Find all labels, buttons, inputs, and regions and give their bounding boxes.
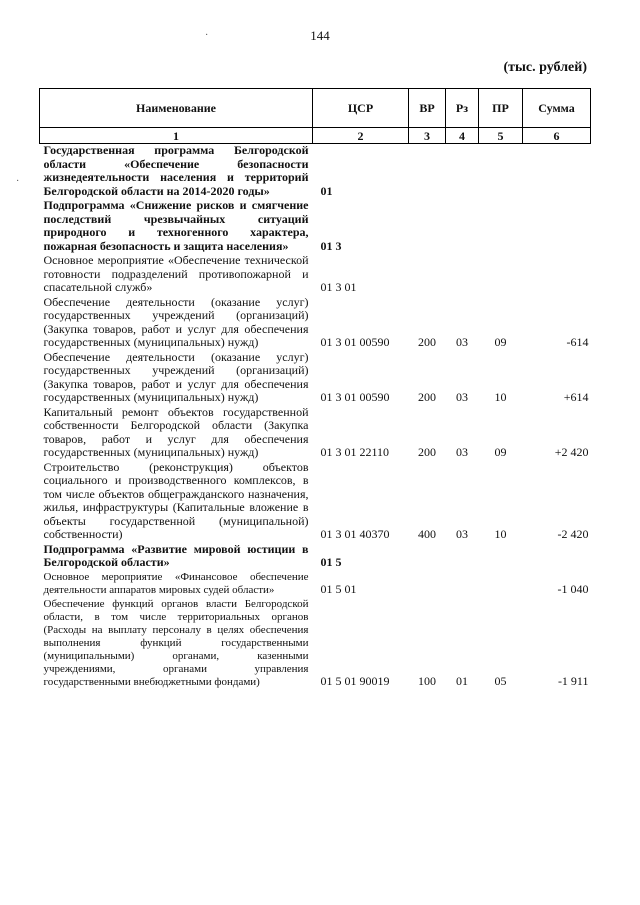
row-vr bbox=[409, 144, 446, 200]
row-sum: -614 bbox=[566, 335, 589, 349]
row-csr: 01 5 01 bbox=[320, 582, 357, 596]
row-sum: -2 420 bbox=[557, 527, 589, 541]
row-sum: -1 040 bbox=[557, 582, 589, 596]
row-name: Основное мероприятие «Обеспечение технической готовности подразделений противопожарной и спасательной служб» bbox=[43, 253, 309, 294]
row-csr: 01 3 01 00590 bbox=[320, 390, 390, 404]
header-row bbox=[40, 89, 591, 128]
row-pr bbox=[479, 543, 523, 571]
table-row bbox=[40, 254, 591, 296]
row-vr bbox=[409, 543, 446, 571]
row-csr: 01 3 bbox=[320, 238, 342, 253]
row-rz bbox=[446, 199, 479, 254]
row-sum bbox=[523, 144, 591, 200]
row-vr: 200 bbox=[418, 445, 436, 459]
row-sum bbox=[523, 254, 591, 296]
scan-speck: · bbox=[205, 30, 209, 41]
row-name: Капитальный ремонт объектов государственной собственности Белгородской области (Закупка товаров, работ и услуг для обеспечения государственных (муниципальных) нужд) bbox=[43, 404, 309, 459]
row-rz bbox=[446, 144, 479, 200]
column-number: 5 bbox=[479, 128, 523, 144]
table-row bbox=[40, 461, 591, 543]
row-rz: 01 bbox=[456, 674, 468, 688]
column-number-row bbox=[40, 128, 591, 144]
budget-table bbox=[39, 88, 591, 690]
header-vr: ВР bbox=[409, 89, 446, 128]
row-pr: 05 bbox=[494, 674, 507, 688]
row-name: Обеспечение функций органов власти Белгородской области, в том числе территориальных органов (Расходы на выплату персоналу в целях обеспечения выполнения функций государственными (муниципальными) органами, казенными учреждениями, органами управления государственными внебюджетными фондами) bbox=[43, 597, 309, 688]
page-number: 144 bbox=[310, 28, 330, 43]
row-rz: 03 bbox=[456, 390, 468, 404]
units-label: (тыс. рублей) bbox=[503, 60, 587, 75]
row-sum: -1 911 bbox=[557, 674, 589, 688]
row-name: Государственная программа Белгородской области «Обеспечение безопасности жизнедеятельности населения и территорий Белгородской области на 2014-2020 годы» bbox=[43, 143, 309, 198]
row-rz: 03 bbox=[456, 527, 468, 541]
row-name: Обеспечение деятельности (оказание услуг) государственных учреждений (организаций) (Закупка товаров, работ и услуг для обеспечения государственных (муниципальных) нужд) bbox=[43, 349, 309, 404]
row-pr bbox=[479, 199, 523, 254]
row-sum bbox=[523, 199, 591, 254]
row-sum bbox=[523, 543, 591, 571]
column-number: 3 bbox=[409, 128, 446, 144]
table-row bbox=[40, 144, 591, 200]
row-sum: +614 bbox=[563, 390, 589, 404]
row-name: Основное мероприятие «Финансовое обеспечение деятельности аппаратов мировых судей области» bbox=[43, 570, 309, 596]
row-vr bbox=[409, 254, 446, 296]
row-rz bbox=[446, 543, 479, 571]
row-csr: 01 3 01 bbox=[320, 280, 357, 294]
row-name: Подпрограмма «Развитие мировой юстиции в Белгородской области» bbox=[43, 541, 309, 569]
row-vr bbox=[409, 199, 446, 254]
row-rz bbox=[446, 254, 479, 296]
row-name: Строительство (реконструкция) объектов социального и производственного комплексов, в том числе объектов общегражданского назначения, жилья, инфраструктуры (Капитальные вложение в объекты государственной (муниципальной) собственности) bbox=[43, 459, 309, 541]
header-name: Наименование bbox=[40, 89, 313, 128]
table-row bbox=[40, 351, 591, 406]
row-rz: 03 bbox=[456, 335, 468, 349]
row-vr: 200 bbox=[418, 390, 436, 404]
column-number: 4 bbox=[446, 128, 479, 144]
table-row bbox=[40, 296, 591, 351]
row-csr: 01 bbox=[320, 183, 333, 198]
table-body bbox=[40, 144, 591, 690]
table-row bbox=[40, 543, 591, 571]
row-csr: 01 3 01 00590 bbox=[320, 335, 390, 349]
column-number: 6 bbox=[523, 128, 591, 144]
header-csr: ЦСР bbox=[313, 89, 409, 128]
row-pr bbox=[479, 144, 523, 200]
row-vr: 400 bbox=[418, 527, 436, 541]
row-pr: 09 bbox=[494, 335, 507, 349]
row-csr: 01 3 01 22110 bbox=[320, 445, 390, 459]
row-vr: 200 bbox=[418, 335, 436, 349]
row-rz bbox=[446, 571, 479, 598]
header-rz: Рз bbox=[446, 89, 479, 128]
table-row bbox=[40, 199, 591, 254]
table-row bbox=[40, 571, 591, 598]
table-row bbox=[40, 406, 591, 461]
row-name: Обеспечение деятельности (оказание услуг) государственных учреждений (организаций) (Закупка товаров, работ и услуг для обеспечения государственных (муниципальных) нужд) bbox=[43, 294, 309, 349]
row-pr: 10 bbox=[494, 390, 507, 404]
row-vr: 100 bbox=[418, 674, 436, 688]
row-pr: 10 bbox=[494, 527, 507, 541]
row-vr bbox=[409, 571, 446, 598]
column-number: 1 bbox=[40, 128, 313, 144]
row-sum: +2 420 bbox=[554, 445, 589, 459]
header-sum: Сумма bbox=[523, 89, 591, 128]
table-row bbox=[40, 598, 591, 690]
row-rz: 03 bbox=[456, 445, 468, 459]
header-pr: ПР bbox=[479, 89, 523, 128]
row-name: Подпрограмма «Снижение рисков и смягчение последствий чрезвычайных ситуаций природного и техногенного характера, пожарная безопасность и защита населения» bbox=[43, 198, 309, 253]
scan-speck: · bbox=[16, 176, 20, 187]
row-csr: 01 5 01 90019 bbox=[320, 674, 390, 688]
row-pr bbox=[479, 254, 523, 296]
row-pr bbox=[479, 571, 523, 598]
column-number: 2 bbox=[313, 128, 409, 144]
row-csr: 01 3 01 40370 bbox=[320, 527, 390, 541]
row-pr: 09 bbox=[494, 445, 507, 459]
row-csr: 01 5 bbox=[320, 555, 342, 569]
